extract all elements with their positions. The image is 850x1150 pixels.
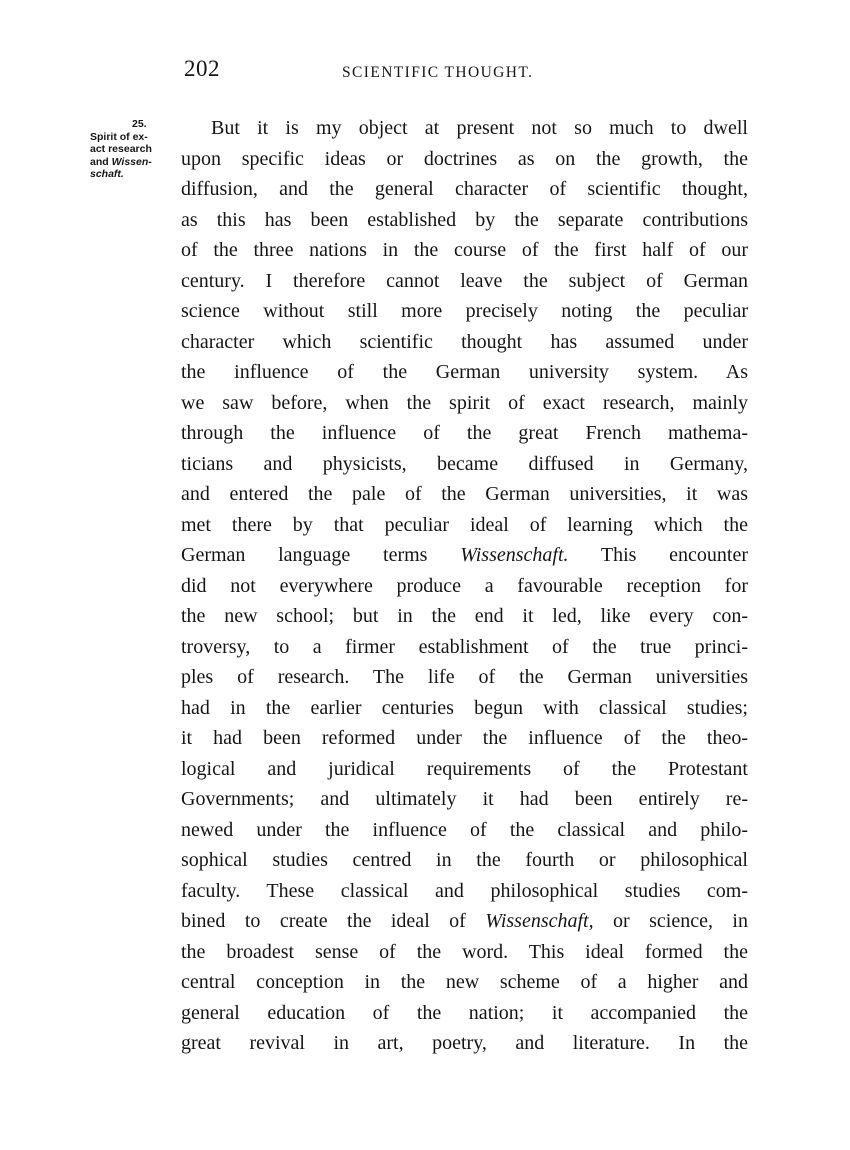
sidenote-line: act research [90, 143, 152, 155]
text-line: met there by that peculiar ideal of learning which the [181, 513, 748, 536]
text-line: faculty. These classical and philosophical studies com- [181, 879, 748, 902]
text-line: Governments; and ultimately it had been entirely re- [181, 788, 748, 810]
text-line: upon specific ideas or doctrines as on the growth, the [181, 147, 748, 170]
text-segment: This encounter [568, 544, 748, 566]
text-line: central conception in the new scheme of a higher and [181, 971, 748, 993]
text-line: the new school; but in the end it led, like every con- [181, 605, 748, 627]
margin-sidenote [90, 118, 178, 181]
text-line: century. I therefore cannot leave the subject of German [181, 269, 748, 292]
text-line: we saw before, when the spirit of exact research, mainly [181, 391, 748, 414]
text-line: it had been reformed under the influence of the theo- [181, 727, 748, 749]
text-line: sophical studies centred in the fourth or philosophical [181, 849, 748, 871]
text-line: through the influence of the great French mathema- [181, 422, 748, 444]
text-line: But it is my object at present not so much to dwell [211, 117, 748, 139]
running-title: SCIENTIFIC THOUGHT. [342, 64, 534, 81]
text-line: ples of research. The life of the German universities [181, 666, 748, 688]
sidenote-number: 25. [132, 118, 147, 130]
italic-term: Wissenschaft, [485, 910, 594, 932]
text-line: general education of the nation; it accompanied the [181, 1001, 748, 1024]
text-line [181, 540, 748, 571]
text-line: the broadest sense of the word. This ideal formed the [181, 940, 748, 963]
italic-term: Wissenschaft. [460, 544, 569, 566]
text-line: science without still more precisely noting the peculiar [181, 300, 748, 322]
text-line: character which scientific thought has assumed under [181, 330, 748, 353]
text-segment: or science, in [593, 910, 748, 932]
text-line: and entered the pale of the German universities, it was [181, 483, 748, 505]
body-paragraph [181, 113, 748, 1059]
text-segment: German language terms [181, 544, 461, 566]
sidenote-line: schaft. [90, 168, 124, 180]
sidenote-line [90, 156, 178, 169]
text-line: troversy, to a firmer establishment of the true princi- [181, 635, 748, 658]
text-line: diffusion, and the general character of scientific thought, [181, 178, 748, 200]
text-line: logical and juridical requirements of the Protestant [181, 757, 748, 780]
text-line [181, 906, 748, 937]
text-segment: bined to create the ideal of [181, 910, 486, 932]
text-line: newed under the influence of the classical and philo- [181, 818, 748, 841]
text-line: of the three nations in the course of the first half of our [181, 239, 748, 261]
sidenote-line: Spirit of ex- [90, 130, 148, 143]
text-line: great revival in art, poetry, and literature. In the [181, 1032, 748, 1054]
page-number: 202 [184, 56, 220, 81]
text-line: ticians and physicists, became diffused in Germany, [181, 452, 748, 475]
text-line: as this has been established by the separate contributions [181, 208, 748, 231]
text-line: had in the earlier centuries begun with classical studies; [181, 696, 748, 719]
sidenote-italic-text: Wissen- [111, 155, 152, 168]
sidenote-text: and [90, 155, 112, 168]
text-line: the influence of the German university system. As [181, 361, 748, 383]
text-line: did not everywhere produce a favourable reception for [181, 574, 748, 597]
